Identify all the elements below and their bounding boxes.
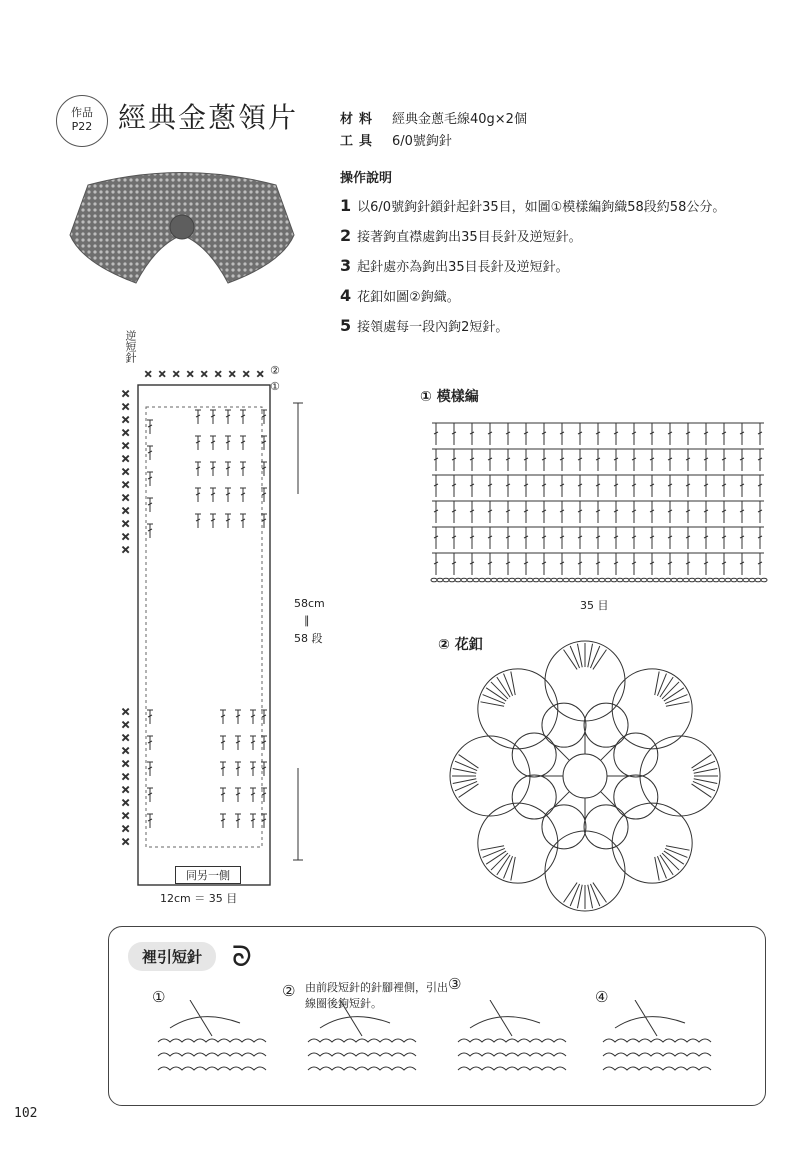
svg-text:×: × <box>121 530 131 543</box>
svg-text:×: × <box>121 835 131 848</box>
width-label: 12cm ＝ 35 目 <box>160 892 238 905</box>
edge-label: 逆短針 <box>124 330 137 363</box>
svg-text:×: × <box>121 517 131 530</box>
technique-name: 裡引短針 <box>128 942 216 971</box>
spec-material-label: 材料 <box>340 112 379 127</box>
technique-illustrations <box>150 1000 750 1095</box>
technique-step-text: 由前段短針的針腳裡側，引出線圈後鉤短針。 <box>305 981 448 1010</box>
svg-text:×: × <box>200 369 209 380</box>
project-badge <box>56 95 108 147</box>
svg-text:×: × <box>121 504 131 517</box>
instruction-step: 1 以6/0號鉤針鎖針起針35目，如圖①模樣編鉤織58段約58公分。 <box>340 196 726 215</box>
instruction-step: 4 花釦如圖②鉤織。 <box>340 286 460 305</box>
technique-step-num: ④ <box>595 988 609 1006</box>
svg-text:×: × <box>121 452 131 465</box>
svg-text:×: × <box>121 400 131 413</box>
svg-text:×: × <box>172 369 181 380</box>
svg-text:×: × <box>121 491 131 504</box>
svg-text:×: × <box>228 369 237 380</box>
svg-text:×: × <box>121 387 131 400</box>
spec-material-value: 經典金蔥毛線40g×2個 <box>392 112 527 127</box>
instruction-step: 3 起針處亦為鉤出35目長針及逆短針。 <box>340 256 569 275</box>
svg-text:×: × <box>121 822 131 835</box>
spec-tool-label: 工具 <box>340 134 379 149</box>
svg-text:×: × <box>121 744 131 757</box>
svg-text:×: × <box>144 369 153 380</box>
length-equals: ∥ <box>304 614 310 627</box>
svg-text:×: × <box>242 369 251 380</box>
technique-step-num: ③ <box>448 975 462 993</box>
svg-text:×: × <box>121 731 131 744</box>
instruction-step: 5 接領處每一段內鉤2短針。 <box>340 316 509 335</box>
technique-step-num: ① <box>152 988 166 1006</box>
main-chart-diagram <box>118 355 288 895</box>
length-cm: 58cm <box>294 597 325 610</box>
svg-text:×: × <box>121 718 131 731</box>
page-number: 102 <box>14 1106 38 1121</box>
svg-text:×: × <box>121 478 131 491</box>
svg-text:×: × <box>121 413 131 426</box>
length-rows: 58 段 <box>294 632 323 645</box>
project-code: P22 <box>71 120 93 133</box>
instruction-step: 2 接著鉤直襟處鉤出35目長針及逆短針。 <box>340 226 582 245</box>
svg-text:×: × <box>121 426 131 439</box>
pattern2-heading: ② 花釦 <box>438 637 483 653</box>
row-mark-2: ② <box>270 364 280 377</box>
svg-text:×: × <box>121 770 131 783</box>
svg-text:×: × <box>121 757 131 770</box>
row-mark-1: ① <box>270 380 280 393</box>
project-label: 作品 <box>71 106 93 119</box>
svg-text:×: × <box>121 783 131 796</box>
instructions-heading: 操作說明 <box>340 171 393 186</box>
page-title: 經典金蔥領片 <box>118 101 299 134</box>
svg-text:×: × <box>186 369 195 380</box>
other-side-label: 同另一側 <box>175 866 241 884</box>
collar-photo <box>68 165 296 295</box>
pattern1-count: 35 目 <box>580 599 609 612</box>
svg-text:×: × <box>121 465 131 478</box>
svg-text:×: × <box>214 369 223 380</box>
pattern1-chart <box>426 415 772 590</box>
svg-text:×: × <box>121 705 131 718</box>
svg-text:×: × <box>121 543 131 556</box>
svg-text:×: × <box>158 369 167 380</box>
technique-step-num: ② <box>282 982 296 1000</box>
spec-tool-value: 6/0號鉤針 <box>392 134 452 149</box>
svg-text:×: × <box>121 809 131 822</box>
svg-text:×: × <box>121 796 131 809</box>
technique-symbol-icon: ᘐ <box>232 940 252 973</box>
pattern1-heading: ① 模樣編 <box>420 389 479 405</box>
flower-chart <box>445 640 725 915</box>
svg-text:×: × <box>256 369 265 380</box>
svg-text:×: × <box>121 439 131 452</box>
